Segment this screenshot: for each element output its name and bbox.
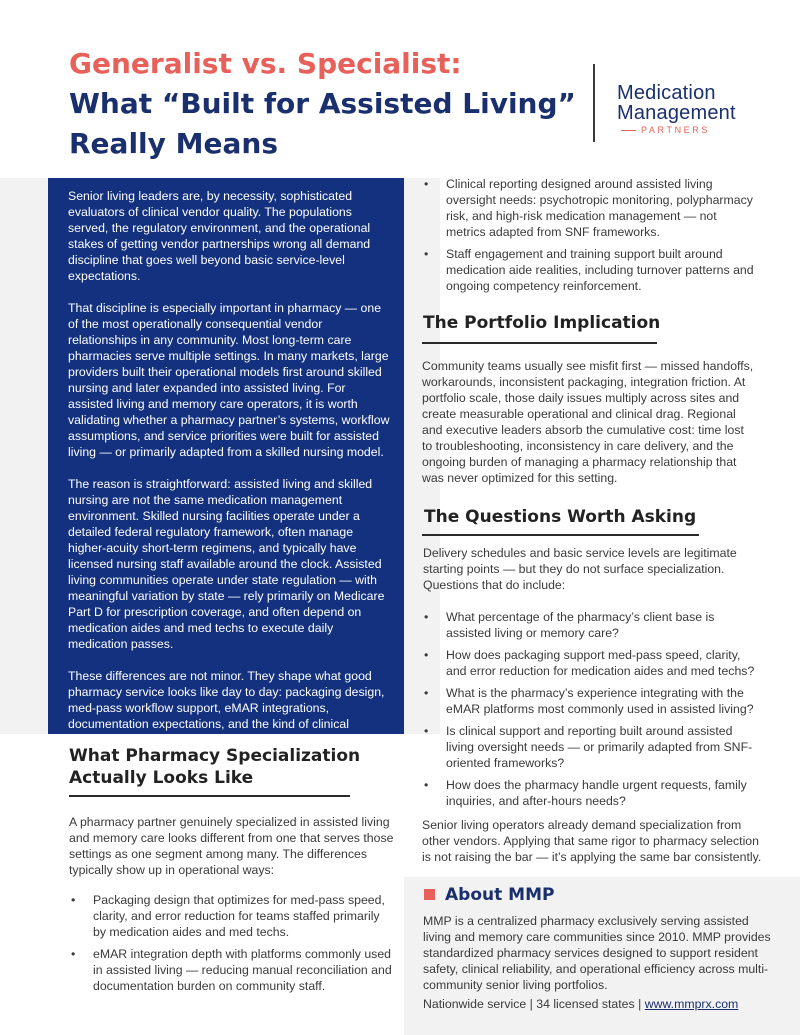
title-line-3: Really Means bbox=[69, 127, 278, 160]
page-title bbox=[69, 44, 576, 164]
list-item: • Clinical reporting designed around assisted living oversight needs: psychotropic monitoring, polypharmacy risk, and high-risk medication management — not metrics adapted from SNF frameworks. bbox=[422, 176, 757, 240]
questions-intro-text: Delivery schedules and basic service levels are legitimate starting points — but they do not surface specialization. Questions that do include: bbox=[423, 546, 737, 592]
about-heading-text: About MMP bbox=[445, 885, 555, 905]
logo-word-1: Medication bbox=[617, 82, 716, 104]
specialization-heading-line-1: What Pharmacy Specialization bbox=[69, 746, 361, 766]
about-footer bbox=[423, 997, 738, 1011]
header-divider bbox=[593, 64, 595, 142]
specialization-intro-text: A pharmacy partner genuinely specialized in assisted living and memory care looks different from one that serves those settings as one segment among many. The differences typically show up in operational ways: bbox=[69, 815, 394, 877]
questions-underline bbox=[422, 534, 699, 536]
specialization-heading bbox=[69, 745, 360, 789]
company-logo bbox=[617, 83, 736, 135]
questions-heading: The Questions Worth Asking bbox=[424, 507, 697, 527]
intro-paragraph: The reason is straightforward: assisted living and skilled nursing are not the same medication management environment. Skilled nursing facilities operate under a detailed federal regulatory framework, often manage higher-acuity short-term regimens, and typically have licensed nursing staff available around the clock. Assisted living communities operate under state regulation — with meaningful variation by state — rely primarily on Medicare Part D for prescription coverage, and often depend on medication aides and med techs to execute daily medication passes. bbox=[68, 477, 385, 651]
list-item: • Staff engagement and training support built around medication aide realities, including turnover patterns and ongoing competency reinforcement. bbox=[422, 246, 757, 294]
oversight-list bbox=[422, 176, 757, 300]
specialization-intro bbox=[69, 814, 394, 878]
questions-closing-text: Senior living operators already demand specialization from other vendors. Applying that same rigor to pharmacy selection is not raising the bar — it’s applying the same bar consistently. bbox=[422, 818, 762, 864]
intro-paragraph: That discipline is especially important in pharmacy — one of the most operationally consequential vendor relationships in any community. Most long-term care pharmacies serve multiple settings. In many markets, large providers built their operational models first around skilled nursing and later expanded into assisted living. For assisted living and memory care operators, it is worth validating whether a pharmacy partner’s systems, workflow assumptions, and service priorities were built for assisted living — or primarily adapted from a skilled nursing model. bbox=[68, 301, 390, 459]
list-item: • What percentage of the pharmacy’s client base is assisted living or memory care? bbox=[422, 609, 760, 641]
intro-box bbox=[48, 178, 404, 747]
specialization-heading-line-2: Actually Looks Like bbox=[69, 768, 254, 788]
portfolio-body-text: Community teams usually see misfit first — missed handoffs, workarounds, inconsistent packaging, integration friction. At portfolio scale, those daily issues multiply across sites and create measurable operational and clinical drag. Regional and executive leaders absorb the cumulative cost: time lost to troubleshooting, inconsistency in care delivery, and the ongoing burden of managing a pharmacy relationship that was never optimized for this setting. bbox=[422, 359, 754, 485]
questions-intro bbox=[423, 545, 758, 593]
questions-list bbox=[422, 609, 760, 815]
specialization-underline bbox=[69, 795, 350, 797]
list-item: • Is clinical support and reporting built around assisted living oversight needs — or primarily adapted from SNF-oriented frameworks? bbox=[422, 723, 760, 771]
logo-word-2: Management bbox=[617, 102, 736, 124]
about-footer-text: Nationwide service | 34 licensed states | bbox=[423, 997, 645, 1011]
list-item: • How does packaging support med-pass speed, clarity, and error reduction for medication aides and med techs? bbox=[422, 647, 760, 679]
square-bullet-icon bbox=[424, 889, 435, 900]
title-line-2: What “Built for Assisted Living” bbox=[69, 87, 576, 120]
list-item: • How does the pharmacy handle urgent requests, family inquiries, and after-hours needs? bbox=[422, 777, 760, 809]
website-link[interactable]: www.mmprx.com bbox=[644, 997, 739, 1011]
portfolio-underline bbox=[422, 342, 657, 344]
portfolio-body bbox=[422, 358, 757, 486]
intro-paragraph: Senior living leaders are, by necessity, sophisticated evaluators of clinical vendor quality. The populations served, the regulatory environment, and the operational stakes of getting vendor partnerships wrong all demand discipline that goes well beyond basic service-level expectations. bbox=[68, 189, 371, 283]
list-item: • eMAR integration depth with platforms commonly used in assisted living — reducing manual reconciliation and documentation burden on community staff. bbox=[69, 946, 394, 994]
title-line-1: Generalist vs. Specialist: bbox=[69, 47, 462, 80]
about-body-text: MMP is a centralized pharmacy exclusively serving assisted living and memory care communities since 2010. MMP provides standardized pharmacy services designed to support resident safety, clinical reliability, and operational efficiency across multi-community senior living portfolios. bbox=[423, 914, 771, 992]
list-item: • What is the pharmacy’s experience integrating with the eMAR platforms most commonly used in assisted living? bbox=[422, 685, 760, 717]
questions-closing bbox=[422, 817, 762, 865]
specialization-list bbox=[69, 892, 394, 1000]
portfolio-heading: The Portfolio Implication bbox=[423, 313, 661, 333]
list-item: • Packaging design that optimizes for med-pass speed, clarity, and error reduction for teams staffed primarily by medication aides and med techs. bbox=[69, 892, 394, 940]
about-body bbox=[423, 913, 773, 993]
about-heading bbox=[424, 885, 554, 905]
logo-word-3: PARTNERS bbox=[617, 125, 736, 135]
intro-paragraph: These differences are not minor. They shape what good pharmacy service looks like day to day: packaging design, med-pass workflow support, eMAR integrations, documentation expectations, and the kind of clinical oversight and reporting senior living leaders need. bbox=[68, 669, 385, 747]
